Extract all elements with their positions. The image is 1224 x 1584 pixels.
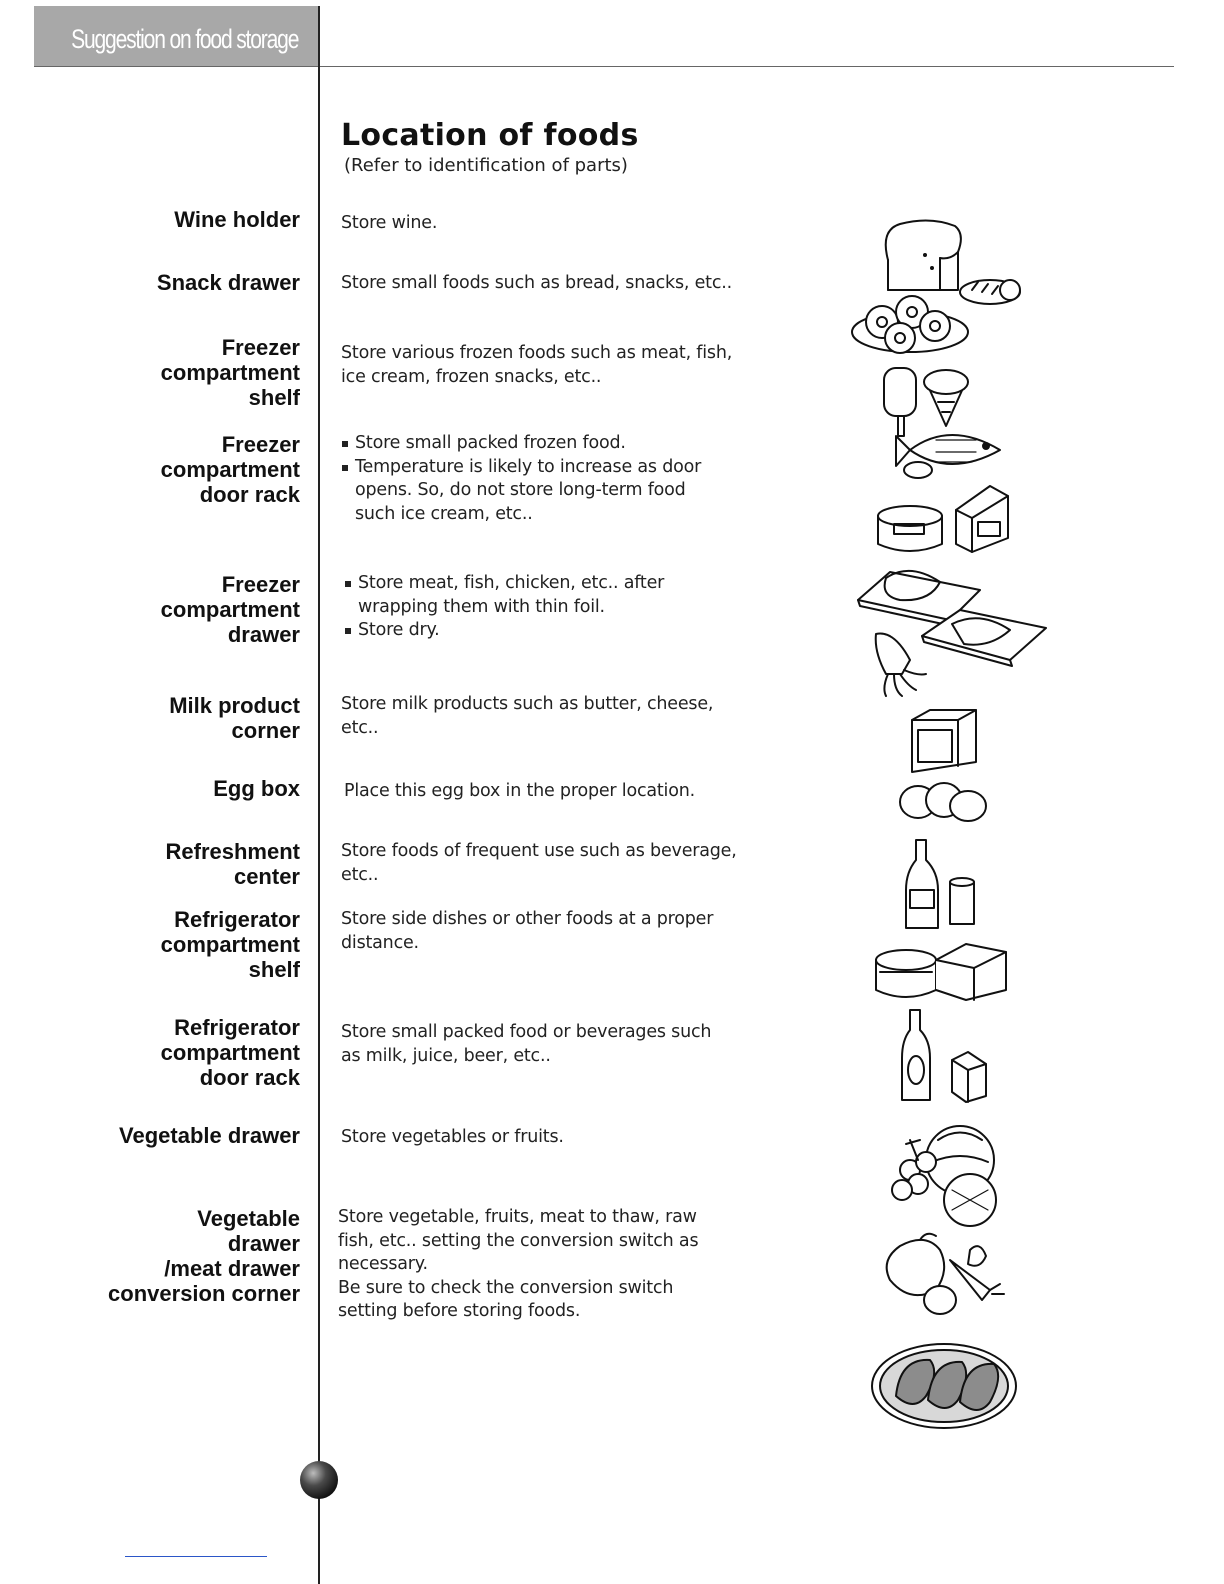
- eggs-icon: [900, 783, 986, 821]
- page-marker: [300, 1461, 338, 1499]
- desc-snack-drawer: Store small foods such as bread, snacks, etc..: [341, 273, 732, 293]
- donuts-icon: [852, 296, 968, 353]
- vertical-divider: [318, 6, 320, 1584]
- label-vegetable-drawer: Vegetable drawer: [119, 1123, 300, 1148]
- bullet-item: Store small packed frozen food.: [341, 432, 725, 456]
- label-milk-product-corner: Milk product corner: [169, 693, 300, 743]
- desc-freezer-door-rack: [341, 432, 725, 526]
- header-title: Suggestion on food storage: [70, 24, 298, 54]
- label-freezer-door-rack: Freezer compartment door rack: [160, 432, 300, 507]
- squid-icon: [876, 634, 926, 696]
- label-freezer-drawer: Freezer compartment drawer: [160, 572, 300, 647]
- page-subtitle: (Refer to identification of parts): [344, 155, 628, 176]
- bullet-item: Store dry.: [344, 619, 704, 643]
- label-wine-holder: Wine holder: [174, 207, 300, 232]
- milk-carton-icon: [902, 1010, 986, 1102]
- label-refrigerator-shelf: Refrigerator compartment shelf: [160, 907, 300, 982]
- vegetables-icon: [887, 1234, 1004, 1314]
- desc-egg-box: Place this egg box in the proper location.: [344, 781, 695, 801]
- bullet-item: Store meat, fish, chicken, etc.. after wrapping them with thin foil.: [344, 572, 704, 619]
- label-refrigerator-door-rack: Refrigerator compartment door rack: [160, 1015, 300, 1090]
- footer-link-underline: [125, 1556, 267, 1557]
- desc-freezer-shelf: Store various frozen foods such as meat, fish, ice cream, frozen snacks, etc..: [341, 343, 733, 387]
- desc-refrigerator-door-rack: Store small packed food or beverages such as milk, juice, beer, etc..: [341, 1022, 712, 1066]
- package-icon: [956, 486, 1008, 552]
- desc-refrigerator-shelf: Store side dishes or other foods at a proper distance.: [341, 909, 714, 953]
- label-snack-drawer: Snack drawer: [156, 270, 300, 295]
- fish-icon: [896, 435, 1000, 478]
- desc-wine-holder: Store wine.: [341, 213, 438, 233]
- label-refreshment-center: Refreshment center: [165, 839, 300, 889]
- food-container-icon: [876, 944, 1006, 1000]
- desc-vegetable-drawer: Store vegetables or fruits.: [341, 1127, 564, 1147]
- ice-cream-icon: [884, 368, 968, 436]
- can-icon: [878, 506, 942, 551]
- bottle-icon: [906, 840, 974, 928]
- desc-milk-product-corner: Store milk products such as butter, cheese, etc..: [341, 694, 714, 738]
- page-title: Location of foods: [341, 118, 639, 153]
- desc-conversion-corner: Store vegetable, fruits, meat to thaw, raw fish, etc.. setting the conversion switch as necessary. Be sure to check the conversion switch setting before storing foods.: [338, 1207, 699, 1321]
- bread-rolls-icon: [960, 280, 1020, 304]
- food-illustrations: [840, 200, 1060, 1440]
- label-freezer-shelf: Freezer compartment shelf: [160, 335, 300, 410]
- butter-icon: [912, 710, 976, 772]
- label-conversion-corner: Vegetable drawer /meat drawer conversion corner: [108, 1206, 300, 1306]
- bullet-item: Temperature is likely to increase as door opens. So, do not store long-term food such ice cream, etc..: [341, 456, 725, 527]
- fruits-icon: [892, 1126, 996, 1226]
- desc-freezer-drawer: [344, 572, 704, 643]
- label-egg-box: Egg box: [213, 776, 300, 801]
- header-divider: [34, 66, 1174, 67]
- header-tab: [34, 6, 318, 66]
- desc-refreshment-center: Store foods of frequent use such as beverage, etc..: [341, 841, 737, 885]
- meat-plate-icon: [872, 1344, 1016, 1428]
- bread-icon: [886, 220, 961, 290]
